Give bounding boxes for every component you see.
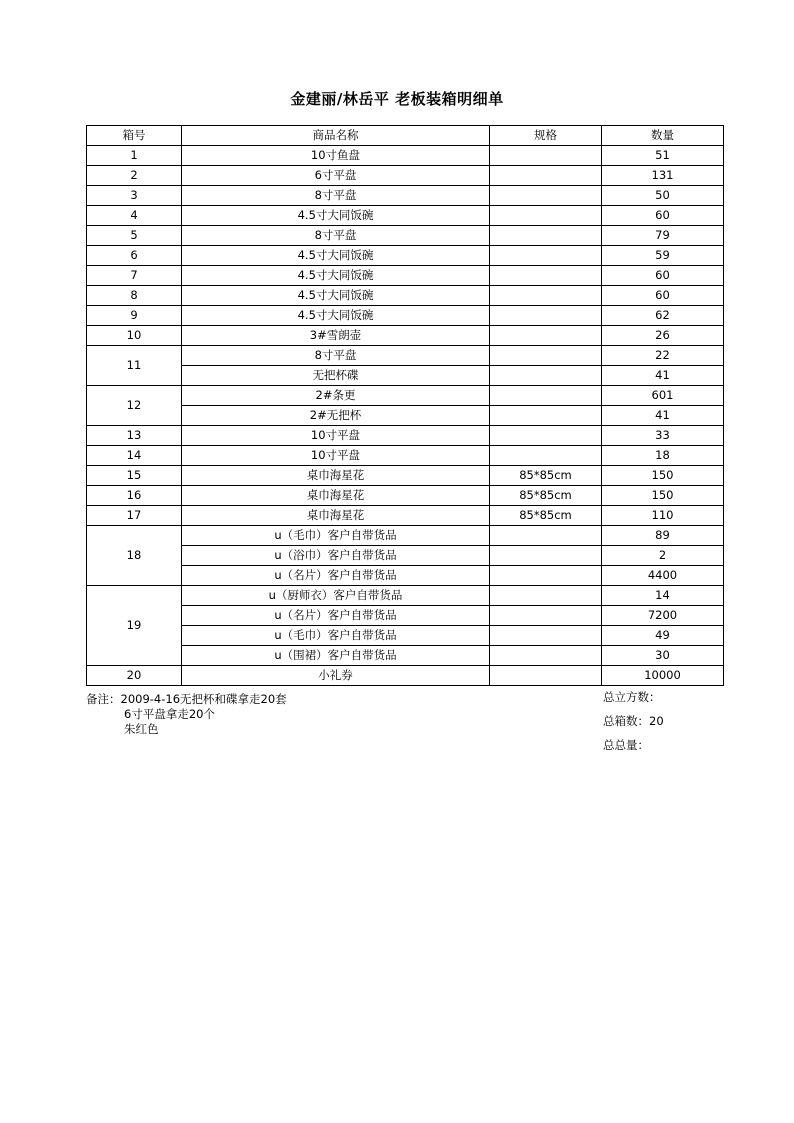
quantity-cell: 131 xyxy=(602,166,724,186)
item-name-cell: 桌巾海星花 xyxy=(182,466,490,486)
item-name-cell: 桌巾海星花 xyxy=(182,486,490,506)
total-quantity-label: 总总量： xyxy=(603,738,649,752)
table-row xyxy=(87,246,724,266)
spec-cell xyxy=(490,446,602,466)
document-title: 金建丽/林岳平 老板装箱明细单 xyxy=(290,90,504,108)
quantity-cell: 60 xyxy=(602,206,724,226)
table-row xyxy=(87,426,724,446)
header-spec: 规格 xyxy=(490,126,602,146)
spec-cell xyxy=(490,526,602,546)
box-number-cell: 6 xyxy=(87,246,182,266)
item-name-cell: 8寸平盘 xyxy=(182,346,490,366)
quantity-cell: 62 xyxy=(602,306,724,326)
item-name-cell: 10寸鱼盘 xyxy=(182,146,490,166)
item-name-cell: u（毛巾）客户自带货品 xyxy=(182,526,490,546)
quantity-cell: 60 xyxy=(602,266,724,286)
spec-cell xyxy=(490,566,602,586)
table-row xyxy=(87,506,724,526)
quantity-cell: 601 xyxy=(602,386,724,406)
quantity-cell: 110 xyxy=(602,506,724,526)
spec-cell xyxy=(490,406,602,426)
spec-cell xyxy=(490,326,602,346)
spec-cell xyxy=(490,306,602,326)
box-number-cell: 19 xyxy=(87,586,182,666)
quantity-cell: 50 xyxy=(602,186,724,206)
table-row xyxy=(87,186,724,206)
quantity-cell: 150 xyxy=(602,486,724,506)
table-body xyxy=(87,146,724,686)
spec-cell xyxy=(490,226,602,246)
spec-cell xyxy=(490,606,602,626)
item-name-cell: 无把杯碟 xyxy=(182,366,490,386)
table-row xyxy=(87,466,724,486)
box-number-cell: 1 xyxy=(87,146,182,166)
table-row xyxy=(87,526,724,546)
quantity-cell: 89 xyxy=(602,526,724,546)
table-row xyxy=(87,586,724,606)
box-number-cell: 14 xyxy=(87,446,182,466)
box-number-cell: 12 xyxy=(87,386,182,426)
quantity-cell: 18 xyxy=(602,446,724,466)
box-number-cell: 17 xyxy=(87,506,182,526)
quantity-cell: 49 xyxy=(602,626,724,646)
quantity-cell: 4400 xyxy=(602,566,724,586)
box-number-cell: 9 xyxy=(87,306,182,326)
spec-cell xyxy=(490,206,602,226)
item-name-cell: 2#条更 xyxy=(182,386,490,406)
item-name-cell: u（浴巾）客户自带货品 xyxy=(182,546,490,566)
table-row xyxy=(87,486,724,506)
table-row xyxy=(87,406,724,426)
table-row xyxy=(87,286,724,306)
spec-cell xyxy=(490,546,602,566)
spec-cell xyxy=(490,386,602,406)
item-name-cell: u（围裙）客户自带货品 xyxy=(182,646,490,666)
quantity-cell: 10000 xyxy=(602,666,724,686)
item-name-cell: u（厨师衣）客户自带货品 xyxy=(182,586,490,606)
item-name-cell: 10寸平盘 xyxy=(182,426,490,446)
box-number-cell: 5 xyxy=(87,226,182,246)
item-name-cell: 8寸平盘 xyxy=(182,186,490,206)
table-row xyxy=(87,166,724,186)
item-name-cell: 小礼券 xyxy=(182,666,490,686)
quantity-cell: 79 xyxy=(602,226,724,246)
item-name-cell: 4.5寸大同饭碗 xyxy=(182,306,490,326)
box-number-cell: 8 xyxy=(87,286,182,306)
header-item-name: 商品名称 xyxy=(182,126,490,146)
table-row xyxy=(87,306,724,326)
table-row xyxy=(87,566,724,586)
table-row xyxy=(87,366,724,386)
quantity-cell: 2 xyxy=(602,546,724,566)
spec-cell: 85*85cm xyxy=(490,506,602,526)
spec-cell xyxy=(490,426,602,446)
spec-cell xyxy=(490,646,602,666)
quantity-cell: 51 xyxy=(602,146,724,166)
table-row xyxy=(87,546,724,566)
remark-line xyxy=(86,692,287,707)
spec-cell xyxy=(490,346,602,366)
item-name-cell: u（名片）客户自带货品 xyxy=(182,606,490,626)
remark-text: 2009-4-16无把杯和碟拿走20套 xyxy=(120,692,287,706)
item-name-cell: 4.5寸大同饭碗 xyxy=(182,266,490,286)
quantity-cell: 60 xyxy=(602,286,724,306)
table-row xyxy=(87,446,724,466)
table-row xyxy=(87,606,724,626)
table-row xyxy=(87,386,724,406)
item-name-cell: 4.5寸大同饭碗 xyxy=(182,286,490,306)
item-name-cell: 8寸平盘 xyxy=(182,226,490,246)
table-row xyxy=(87,266,724,286)
spec-cell: 85*85cm xyxy=(490,466,602,486)
quantity-cell: 33 xyxy=(602,426,724,446)
table-row xyxy=(87,226,724,246)
packing-list-table xyxy=(86,125,724,686)
item-name-cell: 3#雪朗壶 xyxy=(182,326,490,346)
remark-label: 备注： xyxy=(86,692,121,706)
item-name-cell: 4.5寸大同饭碗 xyxy=(182,206,490,226)
box-number-cell: 15 xyxy=(87,466,182,486)
spec-cell: 85*85cm xyxy=(490,486,602,506)
table-row xyxy=(87,666,724,686)
quantity-cell: 41 xyxy=(602,406,724,426)
remarks-block xyxy=(86,692,287,737)
total-box-count: 总箱数：20 xyxy=(603,714,664,728)
spec-cell xyxy=(490,366,602,386)
spec-cell xyxy=(490,586,602,606)
item-name-cell: 2#无把杯 xyxy=(182,406,490,426)
box-number-cell: 7 xyxy=(87,266,182,286)
quantity-cell: 26 xyxy=(602,326,724,346)
item-name-cell: 4.5寸大同饭碗 xyxy=(182,246,490,266)
total-volume-label: 总立方数： xyxy=(603,690,661,704)
box-number-cell: 11 xyxy=(87,346,182,386)
item-name-cell: 10寸平盘 xyxy=(182,446,490,466)
spec-cell xyxy=(490,246,602,266)
table-row xyxy=(87,326,724,346)
table-row xyxy=(87,646,724,666)
quantity-cell: 30 xyxy=(602,646,724,666)
spec-cell xyxy=(490,266,602,286)
quantity-cell: 150 xyxy=(602,466,724,486)
spec-cell xyxy=(490,666,602,686)
header-quantity: 数量 xyxy=(602,126,724,146)
box-number-cell: 18 xyxy=(87,526,182,586)
item-name-cell: u（名片）客户自带货品 xyxy=(182,566,490,586)
spec-cell xyxy=(490,166,602,186)
item-name-cell: u（毛巾）客户自带货品 xyxy=(182,626,490,646)
header-box-number: 箱号 xyxy=(87,126,182,146)
summary-block xyxy=(603,690,664,762)
quantity-cell: 22 xyxy=(602,346,724,366)
quantity-cell: 14 xyxy=(602,586,724,606)
spec-cell xyxy=(490,286,602,306)
table-row xyxy=(87,206,724,226)
box-number-cell: 16 xyxy=(87,486,182,506)
quantity-cell: 7200 xyxy=(602,606,724,626)
box-number-cell: 4 xyxy=(87,206,182,226)
quantity-cell: 41 xyxy=(602,366,724,386)
table-row xyxy=(87,146,724,166)
spec-cell xyxy=(490,146,602,166)
box-number-cell: 13 xyxy=(87,426,182,446)
box-number-cell: 10 xyxy=(87,326,182,346)
item-name-cell: 6寸平盘 xyxy=(182,166,490,186)
box-number-cell: 2 xyxy=(87,166,182,186)
remark-line: 朱红色 xyxy=(124,722,159,736)
box-number-cell: 20 xyxy=(87,666,182,686)
table-header-row xyxy=(87,126,724,146)
spec-cell xyxy=(490,626,602,646)
item-name-cell: 桌巾海星花 xyxy=(182,506,490,526)
spec-cell xyxy=(490,186,602,206)
table-row xyxy=(87,626,724,646)
remark-line: 6寸平盘拿走20个 xyxy=(124,707,215,721)
quantity-cell: 59 xyxy=(602,246,724,266)
table-row xyxy=(87,346,724,366)
box-number-cell: 3 xyxy=(87,186,182,206)
